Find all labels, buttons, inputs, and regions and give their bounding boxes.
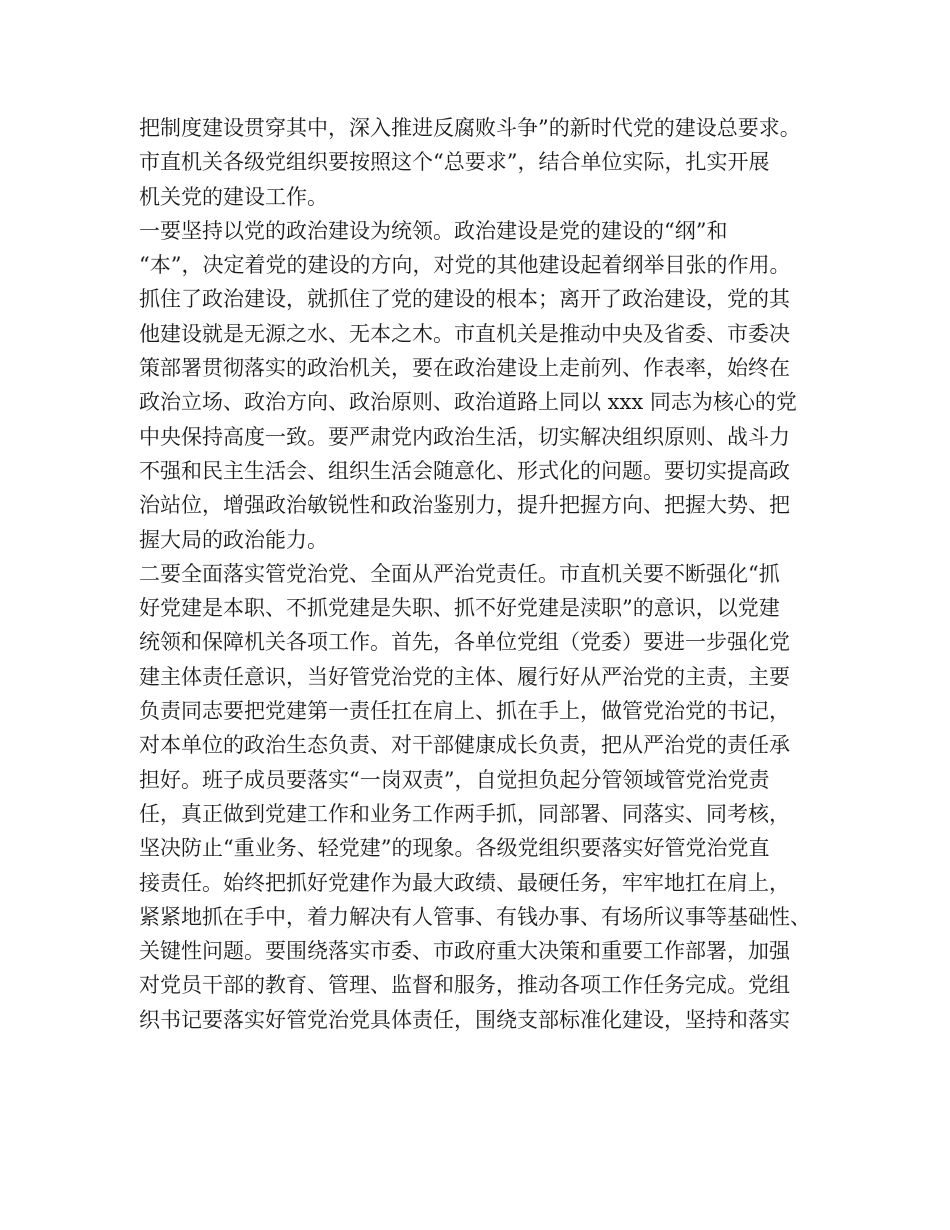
text-line: 关键性问题。要围绕落实市委、市政府重大决策和重要工作部署，加强 <box>139 939 790 964</box>
body-text <box>139 111 829 1037</box>
text-line: 二要全面落实管党治党、全面从严治党责任。市直机关要不断强化“抓 <box>139 561 780 586</box>
text-line: 他建设就是无源之水、无本之木。市直机关是推动中央及省委、市委决 <box>139 321 790 346</box>
text-line: 好党建是本职、不抓党建是失职、抓不好党建是渎职”的意识，以党建 <box>139 596 780 621</box>
text-line: 对党员干部的教育、管理、监督和服务，推动各项工作任务完成。党组 <box>139 973 790 998</box>
text-line: 抓住了政治建设，就抓住了党的建设的根本；离开了政治建设，党的其 <box>139 287 790 312</box>
text-line: 机关党的建设工作。 <box>139 184 328 209</box>
text-line: 市直机关各级党组织要按照这个“总要求”，结合单位实际，扎实开展 <box>139 150 770 175</box>
text-line: 治站位，增强政治敏锐性和政治鉴别力，提升把握方向、把握大势、把 <box>139 493 790 518</box>
text-line: 建主体责任意识，当好管党治党的主体、履行好从严治党的主责，主要 <box>139 664 790 689</box>
text-line: 负责同志要把党建第一责任扛在肩上、抓在手上，做管党治党的书记， <box>139 699 790 724</box>
text-line: 政治立场、政治方向、政治原则、政治道路上同以 xxx 同志为核心的党 <box>139 390 797 415</box>
text-line: 对本单位的政治生态负责、对干部健康成长负责，把从严治党的责任承 <box>139 733 790 758</box>
text-line: 坚决防止“重业务、轻党建”的现象。各级党组织要落实好管党治党直 <box>139 836 770 861</box>
text-line: 担好。班子成员要落实“一岗双责”，自觉担负起分管领域管党治党责 <box>139 767 770 792</box>
text-line: 织书记要落实好管党治党具体责任，围绕支部标准化建设，坚持和落实 <box>139 1007 790 1032</box>
text-line: “本”，决定着党的建设的方向，对党的其他建设起着纲举目张的作用。 <box>139 253 791 278</box>
text-line: 统领和保障机关各项工作。首先，各单位党组（党委）要进一步强化党 <box>139 630 790 655</box>
text-line: 任，真正做到党建工作和业务工作两手抓，同部署、同落实、同考核， <box>139 801 790 826</box>
text-line: 中央保持高度一致。要严肃党内政治生活，切实解决组织原则、战斗力 <box>139 424 790 449</box>
text-line: 紧紧地抓在手中，着力解决有人管事、有钱办事、有场所议事等基础性、 <box>139 904 811 929</box>
text-line: 不强和民主生活会、组织生活会随意化、形式化的问题。要切实提高政 <box>139 458 790 483</box>
text-line: 策部署贯彻落实的政治机关，要在政治建设上走前列、作表率，始终在 <box>139 356 790 381</box>
text-line: 接责任。始终把抓好党建作为最大政绩、最硬任务，牢牢地扛在肩上， <box>139 870 790 895</box>
text-line: 把制度建设贯穿其中，深入推进反腐败斗争”的新时代党的建设总要求。 <box>139 116 801 140</box>
text-line: 握大局的政治能力。 <box>139 527 328 552</box>
text-line: 一要坚持以党的政治建设为统领。政治建设是党的建设的“纲”和 <box>139 218 728 243</box>
